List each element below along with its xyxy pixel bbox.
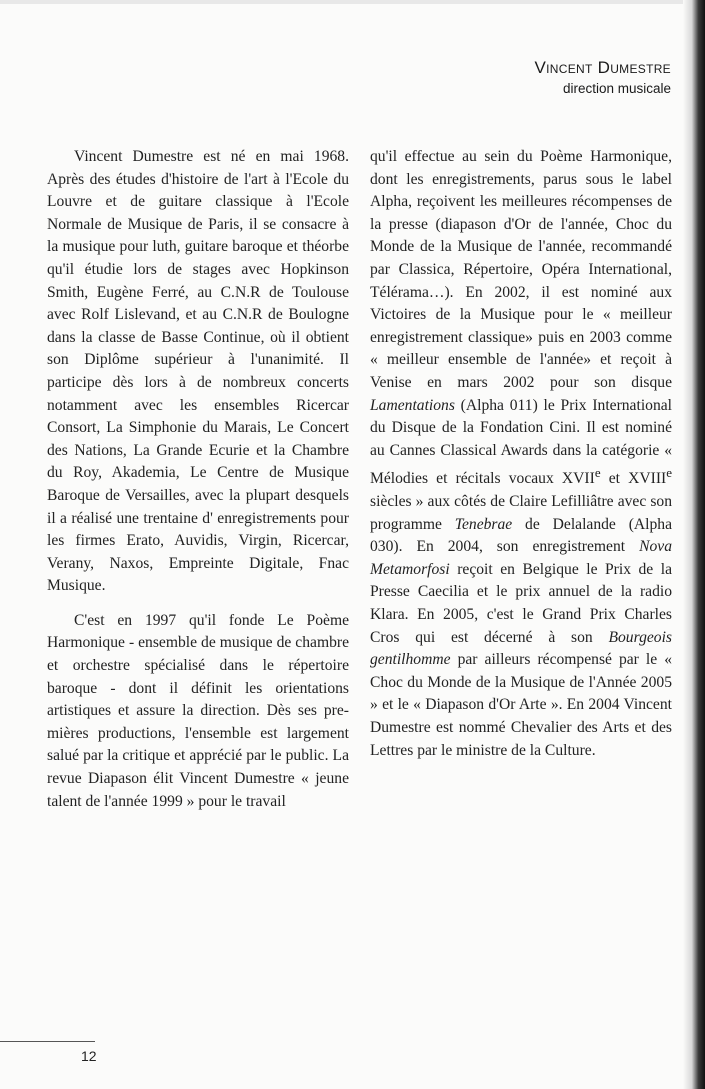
album-title-lamentations: Lamentations (370, 396, 455, 414)
album-title-nova-metamorfosi: Nova Metamorfosi (370, 538, 672, 578)
artist-name: Vincent Dumestre (534, 58, 671, 77)
text-run: par ailleurs récompensé par le « Choc du Monde de la Musique de l'Année 2005 » et le « Diapason d'Or Arte ». En 2004 Vincent Dumestre est nommé Chevalier des Arts et des Lettres par le ministre de la Culture. (370, 651, 672, 759)
artist-role: direction musicale (562, 81, 671, 96)
album-title-tenebrae: Tenebrae (454, 515, 513, 533)
superscript: e (594, 465, 601, 481)
biography-paragraph-2: C'est en 1997 qu'il fonde Le Poème Harmonique - ensemble de musique de chambre et orchestre spécialisé dans le répertoire baroque - dont il définit les orientations artistiques et assure la direction. Dès ses premières productions, l'ensemble est largement salué par la critique et apprécié par le public. La revue Diapason élit Vincent Dumestre « jeune talent de l'année 1999 » pour le travail (47, 611, 349, 810)
text-run: siècles » aux côtés de Claire Lefilliâtre avec son programme (370, 493, 672, 533)
book-spine-shadow (683, 0, 705, 1089)
text-run: (Alpha 011) le Prix International du Disque de la Fondation Cini. Il est nominé au Cannes Classical Awards dans la catégorie « Mélodies et récitals vocaux XVII (370, 396, 672, 488)
left-column (47, 146, 349, 813)
work-title-bourgeois-gentilhomme: Bourgeois gentilhomme (370, 628, 672, 669)
footer-rule (0, 1041, 95, 1042)
page-top-edge (0, 0, 705, 4)
text-run: et XVIII (600, 470, 667, 488)
biography-paragraph-1: Vincent Dumestre est né en mai 1968. Après des études d'histoire de l'art à l'Ecole du Louvre et de guitare classique à l'Ecole Normale de Musique de Paris, il se consacre à la musique pour luth, guitare baroque et théorbe qu'il étudie lors de stages avec Hopkinson Smith, Eugène Ferré, au C.N.R de Toulouse avec Rolf Lislevand, et au C.N.R de Boulogne dans la classe de Basse Continue, où il obtient son Diplôme supérieur à l'unanimité. Il participe dès lors à de nombreux concerts notamment avec les ensembles Ricercar Consort, La Simphonie du Marais, Le Concert des Nations, La Grande Ecurie et la Chambre du Roy, Akademia, Le Centre de Musique Baroque de Versailles, avec la plupart desquels il a réalisé une trentaine d' enregistrements pour les firmes Erato, Auvidis, Virgin, Ricercar, Verany, Naxos, Empreinte Digitale, Fnac Musique. (47, 148, 349, 595)
text-run: de Delalande (Alpha 030). En 2004, son enregistrement (370, 515, 672, 556)
text-run: reçoit en Belgique le Prix de la Presse Caecilia et le prix annuel de la radio Klara. En 2005, c'est le Grand Prix Charles Cros qui est décerné à son (370, 560, 672, 646)
superscript: e (666, 465, 673, 481)
right-column (370, 146, 672, 762)
biography-paragraph-3 (370, 146, 672, 762)
text-run: qu'il effectue au sein du Poème Harmonique, dont les enregistrements, parus sous le label Alpha, reçoivent les meilleures récompenses de la presse (diapason d'Or de l'année, Choc du Monde de la Musique de l'année, recommandé par Classica, Répertoire, Opéra International, Télérama…). En 2002, il est nominé aux Victoires de la Musique pour le « meilleur enregistrement classique» puis en 2003 comme « meilleur ensemble de l'année» et reçoit à Venise en mars 2002 pour son disque (370, 148, 672, 391)
page-number: 12 (81, 1048, 97, 1064)
page-header (535, 58, 671, 96)
